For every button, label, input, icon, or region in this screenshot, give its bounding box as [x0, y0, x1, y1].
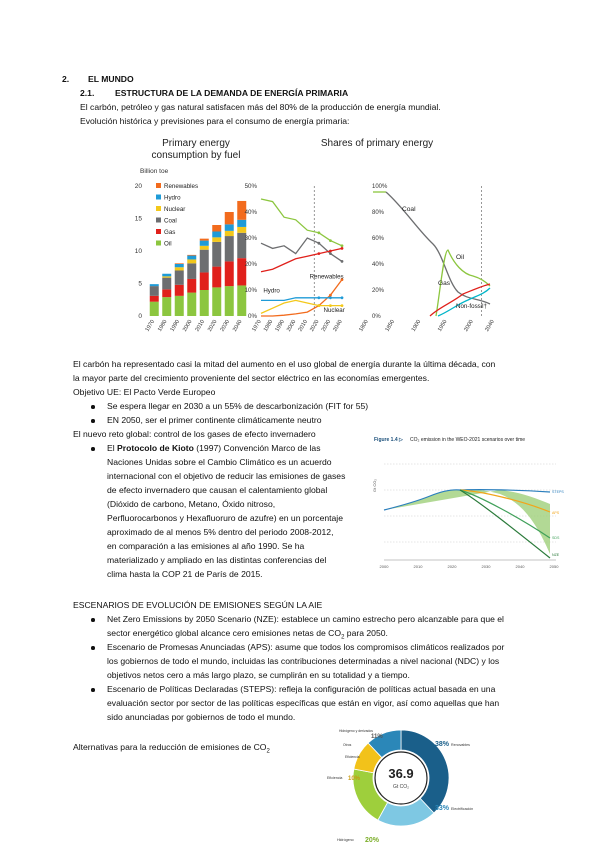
- bar-segment-nuclear: [175, 267, 184, 270]
- bar-segment-oil: [200, 290, 209, 316]
- eu-bullet-2: EN 2050, ser el primer continente climáticamente neutro: [107, 415, 322, 425]
- donut-small-label: Hidrógeno y derivados: [339, 729, 373, 733]
- bullet-dot: [91, 646, 95, 650]
- legend-swatch: [156, 241, 161, 246]
- shares-point: [329, 294, 332, 297]
- shares-point: [317, 231, 320, 234]
- long-xtick: 1850: [384, 319, 396, 333]
- legend-label: Nuclear: [164, 206, 186, 213]
- bar-segment-nuclear: [187, 259, 196, 263]
- shares-ytick: 10%: [244, 287, 257, 294]
- bar-segment-nuclear: [200, 246, 209, 250]
- donut-center-unit: Gt CO₂: [392, 784, 410, 790]
- energy-figure: [118, 132, 500, 338]
- subsection-number: 2.1.: [80, 88, 95, 98]
- kyoto-line: clima hasta la COP 21 de París de 2015.: [107, 569, 263, 579]
- bar-segment-hydro: [175, 264, 184, 267]
- bar-ytick: 5: [138, 280, 142, 288]
- steps-line: evaluación sector por sector de las políticas específicas que están en vigor, así como aquellas que han: [107, 698, 500, 708]
- shares-label-renewables: Renewables: [309, 273, 344, 281]
- donut-label-text: Renovables: [451, 743, 470, 747]
- bar-segment-hydro: [150, 284, 159, 286]
- shares-ytick: 0%: [248, 313, 257, 320]
- legend-label: Coal: [164, 217, 177, 225]
- bar-segment-coal: [187, 263, 196, 279]
- legend-swatch: [156, 229, 161, 234]
- global-title: El nuevo reto global: control de los gases de efecto invernadero: [73, 429, 316, 439]
- bar-segment-renewables: [212, 225, 221, 232]
- bullet-dot: [91, 688, 95, 692]
- shares-point: [341, 260, 344, 263]
- bar-segment-renewables: [187, 255, 196, 256]
- bar-segment-gas: [187, 279, 196, 293]
- bar-segment-hydro: [225, 224, 234, 231]
- bar-segment-gas: [225, 261, 234, 286]
- kyoto-line: aproximado de al menos 5% dentro del periodo 2008-2012,: [107, 527, 334, 537]
- donut-figure: [305, 722, 505, 846]
- shares-point: [329, 239, 332, 242]
- donut-label-text: Hidrógeno: [337, 838, 354, 842]
- fig2-xtick: 2040: [515, 564, 525, 569]
- bar-segment-renewables: [225, 212, 234, 224]
- bar-segment-oil: [162, 297, 171, 316]
- long-label-oil: Oil: [456, 254, 465, 261]
- shares-xtick: 2010: [297, 319, 310, 333]
- shares-ytick: 50%: [244, 183, 257, 190]
- kyoto-line: Naciones Unidas sobre el Cambio Climático es un acuerdo: [107, 457, 332, 467]
- bar-segment-hydro: [187, 256, 196, 260]
- legend-label: Renewables: [164, 183, 199, 190]
- donut-small-label: Otros: [343, 743, 352, 747]
- fig1-title-left-1: Primary energy: [162, 138, 230, 149]
- kyoto-line: internacional con el objetivo de reducir las emisiones de gases: [107, 471, 346, 481]
- donut-label-pct: 33%: [435, 805, 450, 812]
- shares-point: [329, 250, 332, 253]
- bar-xtick: 1990: [169, 319, 181, 333]
- bar-xtick: 2040: [232, 319, 244, 333]
- shares-xtick: 2020: [309, 319, 321, 333]
- bar-xtick: 2030: [219, 319, 231, 333]
- bar-segment-coal: [150, 286, 159, 296]
- bar-segment-hydro: [200, 241, 209, 246]
- bar-ytick: 20: [134, 183, 142, 190]
- eu-bullet-1: Se espera llegar en 2030 a un 55% de descarbonización (FIT for 55): [107, 401, 369, 411]
- shares-point: [317, 242, 320, 245]
- fig2-xtick: 2020: [447, 564, 457, 569]
- shares-point: [341, 247, 344, 250]
- bar-segment-oil: [187, 293, 196, 316]
- long-ytick: 40%: [372, 262, 385, 268]
- intro-line-1: El carbón, petróleo y gas natural satisfacen más del 80% de la producción de energía mundial.: [80, 102, 441, 112]
- bar-ytick: 10: [134, 248, 142, 255]
- shares-xtick: 1980: [262, 319, 275, 333]
- bar-segment-hydro: [237, 220, 246, 227]
- bullet-dot: [91, 405, 95, 409]
- section-number: 2.: [62, 74, 70, 84]
- eu-title: Objetivo UE: El Pacto Verde Europeo: [73, 387, 216, 397]
- bar-xtick: 2000: [182, 319, 194, 333]
- steps-line: sido anunciadas por gobiernos de todo el mundo.: [107, 712, 296, 722]
- kyoto-line: en comparación a las emisiones al año 1990. Se ha: [107, 541, 305, 551]
- bar-segment-oil: [175, 296, 184, 316]
- bullet-dot: [91, 419, 95, 423]
- long-ytick: 60%: [372, 236, 385, 242]
- donut-label-text: Eficiencia: [327, 776, 343, 780]
- long-shares-chart: [358, 184, 495, 333]
- aps-line: los gobiernos de todo el mundo, incluidas las contribuciones determinadas a nivel nacional (NDC) y los: [107, 656, 500, 666]
- kyoto-rest: (1997) Convención Marco de las: [193, 443, 321, 453]
- bar-segment-nuclear: [162, 276, 171, 277]
- legend-label: Gas: [164, 229, 176, 236]
- donut-label-pct: 10%: [348, 776, 361, 782]
- fig2-title-prefix: Figure 1.4 ▷: [374, 437, 403, 443]
- bar-segment-nuclear: [212, 237, 221, 242]
- bar-xtick: 2010: [194, 319, 206, 333]
- bar-segment-oil: [150, 302, 159, 316]
- fig2-xtick: 2050: [549, 564, 559, 569]
- fig2-ylabel: Gt CO₂: [372, 479, 377, 492]
- bar-ytick: 0: [138, 313, 142, 320]
- legend-label: Hydro: [164, 194, 181, 202]
- body-line-1: El carbón ha representado casi la mitad del aumento en el uso global de energía durante la última década, con: [73, 359, 496, 369]
- long-xtick: 1950: [437, 319, 449, 333]
- fig2-xtick: 2000: [379, 564, 389, 569]
- shares-xtick: 2000: [286, 319, 298, 333]
- fig1-title-left-2: consumption by fuel: [151, 150, 241, 161]
- fig2-title: CO₂ emission in the WEO-2021 scenarios over time: [410, 437, 526, 443]
- shares-xtick: 2040: [332, 319, 344, 333]
- bar-segment-renewables: [200, 239, 209, 241]
- shares-point: [317, 252, 320, 255]
- kyoto-line: materializado y ampliado en las distintas conferencias del: [107, 555, 327, 565]
- shares-ytick: 20%: [244, 261, 257, 268]
- long-line-nonfossil: [438, 288, 490, 316]
- kyoto-bold: Protocolo de Kioto: [117, 443, 194, 453]
- donut-small-label: Eficiencia: [345, 755, 360, 759]
- bar-segment-nuclear: [225, 231, 234, 236]
- nze-text-end: para 2050.: [344, 628, 388, 638]
- alternatives-text: Alternativas para la reducción de emisiones de CO: [73, 742, 267, 752]
- bar-chart: [135, 183, 246, 333]
- nze-text: sector energético global alcance cero emisiones netas de CO: [107, 628, 342, 638]
- donut-label-pct: 11%: [371, 734, 383, 740]
- donut-center-value: 36.9: [388, 766, 414, 781]
- bar-segment-coal: [212, 242, 221, 267]
- shares-ytick: 30%: [244, 235, 257, 242]
- nze-line-1: Net Zero Emissions by 2050 Scenario (NZE): establece un camino estrecho pero alcanzable para que el: [107, 614, 504, 624]
- bar-xtick: 2020: [207, 319, 219, 333]
- legend-swatch: [156, 183, 161, 188]
- shares-point: [341, 296, 344, 299]
- legend-label: Oil: [164, 240, 172, 248]
- bar-xtick: 1970: [144, 319, 156, 333]
- bar-segment-hydro: [162, 274, 171, 277]
- bar-segment-renewables: [175, 263, 184, 264]
- shares-label-nuclear: Nuclear: [323, 307, 345, 315]
- fig1-title-right: Shares of primary energy: [320, 138, 434, 149]
- shares-xtick: 2030: [320, 319, 333, 333]
- shares-label-hydro: Hydro: [263, 287, 280, 295]
- long-xtick: 2040: [484, 319, 496, 333]
- bar-segment-nuclear: [237, 227, 246, 233]
- long-label-nonfossil: Non-fossil†: [456, 303, 487, 310]
- scenarios-title: ESCENARIOS DE EVOLUCIÓN DE EMISIONES SEGÚN LA AIE: [73, 600, 323, 610]
- bar-ytick: 15: [134, 215, 142, 223]
- donut-label-pct: 38%: [435, 741, 450, 748]
- shares-xtick: 1970: [251, 319, 263, 333]
- section-title: EL MUNDO: [88, 74, 134, 84]
- long-xtick: 2000: [463, 319, 475, 333]
- alternatives-sub: 2: [266, 748, 270, 755]
- bar-segment-coal: [200, 250, 209, 273]
- long-ytick: 20%: [372, 288, 385, 294]
- subsection-title: ESTRUCTURA DE LA DEMANDA DE ENERGÍA PRIMARIA: [115, 88, 349, 98]
- long-label-gas: Gas: [438, 280, 451, 287]
- long-ytick: 0%: [372, 314, 381, 320]
- fig2-end-label: STEPS: [552, 490, 564, 494]
- kyoto-line: Perfluorocarbonos y Hexafluoruro de azufre) en un porcentaje: [107, 513, 343, 523]
- co2-scenario-figure: [370, 434, 564, 572]
- shares-ytick: 40%: [244, 209, 257, 216]
- long-xtick: 1800: [358, 319, 370, 333]
- bar-segment-gas: [212, 267, 221, 288]
- donut-label-text: Electrificación: [451, 807, 474, 811]
- shares-point: [329, 252, 332, 255]
- legend-swatch: [156, 195, 161, 200]
- nze-sub: 2: [341, 634, 345, 641]
- bar-segment-oil: [225, 286, 234, 316]
- legend-swatch: [156, 206, 161, 211]
- long-label-coal: Coal: [402, 206, 416, 213]
- bar-segment-gas: [162, 289, 171, 297]
- shares-point: [329, 296, 332, 299]
- bullet-dot: [91, 447, 95, 451]
- bar-segment-coal: [162, 278, 171, 290]
- alternatives-label: [73, 741, 270, 758]
- long-ytick: 100%: [372, 184, 388, 190]
- aps-line: Escenario de Promesas Anunciadas (APS): asume que todos los compromisos climáticos realizados por: [107, 642, 505, 652]
- fig1-unit: Billion toe: [140, 168, 169, 175]
- bar-segment-gas: [150, 296, 159, 302]
- shares-line-oil: [261, 199, 342, 246]
- bar-chart-legend: [156, 183, 198, 248]
- shares-point: [317, 304, 320, 307]
- legend-swatch: [156, 218, 161, 223]
- kyoto-line: de efecto invernadero que causan el calentamiento global: [107, 485, 328, 495]
- fig2-xtick: 2010: [413, 564, 423, 569]
- shares-point: [317, 296, 320, 299]
- fig2-end-label: SDS: [552, 536, 560, 540]
- fig2-end-label: NZE: [552, 553, 560, 557]
- shares-point: [341, 244, 344, 247]
- bar-xtick: 1980: [157, 319, 169, 333]
- shares-xtick: 1990: [274, 319, 286, 333]
- bar-segment-hydro: [212, 232, 221, 238]
- kyoto-line: (Dióxido de carbono, Metano, Óxido nitroso,: [107, 499, 276, 509]
- donut-label-pct: 20%: [365, 837, 380, 844]
- long-xtick: 1900: [410, 319, 423, 333]
- fig2-xtick: 2030: [481, 564, 491, 569]
- steps-line: Escenario de Políticas Declaradas (STEPS): refleja la configuración de políticas actual basada en una: [107, 684, 496, 694]
- long-ytick: 80%: [372, 210, 385, 216]
- bar-segment-gas: [200, 272, 209, 290]
- bullet-dot: [91, 618, 95, 622]
- fig2-end-label: APS: [552, 511, 560, 515]
- bar-segment-oil: [212, 287, 221, 316]
- bar-segment-coal: [175, 271, 184, 285]
- bar-segment-gas: [175, 285, 184, 296]
- kyoto-line-0: [107, 442, 321, 454]
- bar-segment-coal: [225, 236, 234, 261]
- body-line-2: la mayor parte del crecimiento proveniente del sector eléctrico en las economías emergentes.: [73, 373, 430, 383]
- shares-chart: [245, 183, 345, 333]
- kyoto-prefix: El: [107, 443, 118, 453]
- aps-line: objetivos netos cero a más largo plazo, se cumplirán en su totalidad y a tiempo.: [107, 670, 410, 680]
- intro-line-2: Evolución histórica y previsiones para el consumo de energía primaria:: [80, 116, 350, 126]
